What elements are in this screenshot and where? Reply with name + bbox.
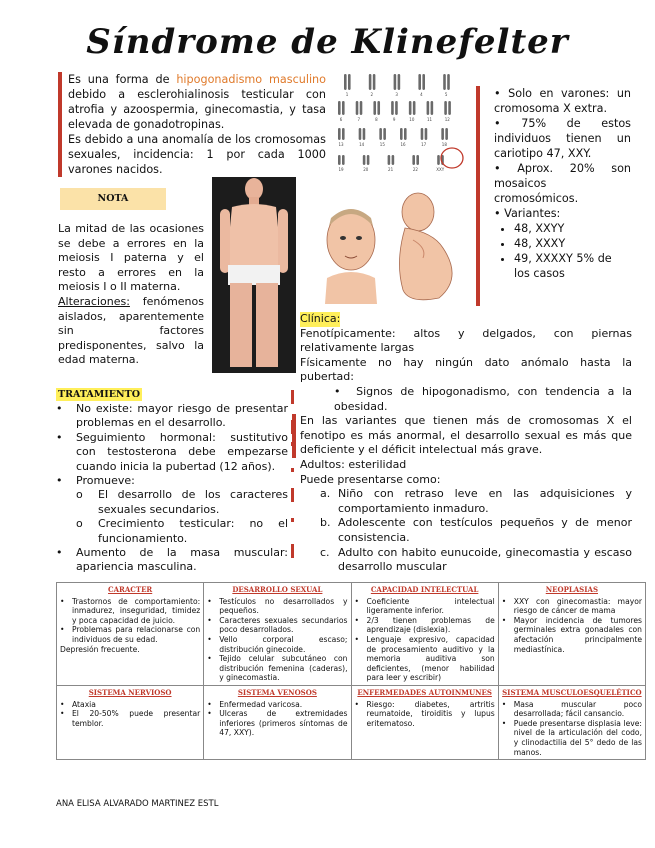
- chromosome-label: 11: [427, 117, 433, 122]
- cell-item: • Lenguaje expresivo, capacidad de procesamiento auditivo y la memoria auditiva son deficientes, (menor habilidad para leer y escribir): [354, 634, 495, 683]
- cell-item: • Masa muscular poco desarrollada; fácil cansancio.: [501, 699, 642, 719]
- table-cell: [498, 583, 645, 686]
- chromosome: [416, 155, 419, 165]
- chromosome: [398, 74, 401, 90]
- cell-item: • Vello corporal escaso; distribución ginecoide.: [207, 634, 348, 654]
- treatment-item: • Seguimiento hormonal: sustitutivo con testosterona debe empezarse cuando inicia la pubertad (12 años).: [56, 430, 288, 473]
- chromosome: [412, 155, 415, 165]
- treatment-subitem: o Crecimiento testicular: no el funcionamiento.: [76, 517, 288, 545]
- chromosome: [377, 101, 380, 115]
- karyotype-image: [330, 70, 470, 180]
- cell-extra: Depresión frecuente.: [60, 644, 140, 654]
- chromosome-label: 17: [421, 142, 427, 147]
- author-footer: ANA ELISA ALVARADO MARTINEZ ESTL: [56, 799, 219, 809]
- fact-item: • 75% de estos individuos tienen un cariotipo 47, XXY.: [494, 117, 632, 160]
- table-row: [57, 685, 646, 759]
- patient-photo: [212, 177, 296, 373]
- fact-item: • Solo en varones: un cromosoma X extra.: [494, 87, 631, 115]
- cell-item: • Problemas para relacionarse con individuos de su edad.: [60, 625, 201, 644]
- chromosome: [395, 101, 398, 115]
- chromosome-label: 5: [444, 92, 448, 97]
- fact-item: • Variantes:: [494, 207, 561, 220]
- features-table: [56, 582, 646, 760]
- chromosome: [363, 128, 366, 140]
- cell-header: SISTEMA MUSCULOESQUELÉTICO: [502, 687, 642, 697]
- cell-item: • El 20-50% puede presentar temblor.: [60, 709, 201, 728]
- facts-list: [476, 86, 631, 306]
- cell-item: • Trastornos de comportamiento: inmadurez, inseguridad, timidez y poca capacidad de juicio.: [60, 596, 201, 625]
- chromosome: [359, 128, 362, 140]
- chromosome-label: 10: [409, 117, 415, 122]
- karyotype-chromosomes: [338, 74, 451, 172]
- chromosome: [391, 101, 394, 115]
- chromosome: [388, 155, 391, 165]
- variant-item: • 48, XXYY: [514, 221, 631, 236]
- cell-item: • Ulceras de extremidades inferiores (primeros síntomas de 47, XXY).: [207, 709, 348, 738]
- chromosome: [369, 74, 372, 90]
- clinica-section: Clínica: Fenotípicamente: altos y delgados, con piernas relativamente largas Físicamente no hay ningún dato anómalo hasta la pubertad: • Signos de hipogonadismo, con tendencia a la obesidad. En las variantes que tienen más de cromosomas X el fenotipo es más anormal, el desarrollo sexual es más que deficiente y el déficit intelectual más grave. Adultos: esterilidad Puede presentarse como: a. Niño con retraso leve en las adquisiciones y comportamiento inmaduro. b. Adolescente con testículos pequeños y de menor consistencia. c. Adulto con habito eunucoide, ginecomastia y escaso desarrollo muscular: [300, 312, 632, 575]
- chromosome-label: 16: [400, 142, 406, 147]
- chromosome-label: XXY: [436, 167, 445, 172]
- chromosome-label: 1: [345, 92, 349, 97]
- chromosome: [383, 128, 386, 140]
- table-cell: [351, 685, 498, 759]
- chromosome: [425, 128, 428, 140]
- table-cell: [204, 583, 351, 686]
- chromosome: [338, 101, 341, 115]
- clinica-bullet: • Signos de hipogonadismo, con tendencia a la obesidad.: [334, 384, 633, 413]
- chromosome: [418, 74, 421, 90]
- chromosome: [437, 155, 440, 165]
- tratamiento-label: TRATAMIENTO: [58, 389, 140, 400]
- chromosome-label: 12: [444, 117, 450, 122]
- cell-header: CAPACIDAD INTELECTUAL: [370, 585, 479, 594]
- table-cell: [204, 685, 351, 759]
- chromosome: [356, 101, 359, 115]
- chromosome: [404, 128, 407, 140]
- chromosome-label: 3: [395, 92, 398, 97]
- treatment-subitem: o El desarrollo de los caracteres sexuales secundarios.: [76, 488, 288, 516]
- nota-text: La mitad de las ocasiones se debe a errores en la meiosis I paterna y el resto a errores en la meiosis I o II materna. Alteraciones: fenómenos aislados, aparentemente sin factores predisponentes, salvo la edad materna.: [58, 222, 204, 367]
- chromosome: [447, 74, 450, 90]
- chromosome: [394, 74, 397, 90]
- treatment-item: • Promueve:: [56, 474, 135, 488]
- chromosome-label: 18: [441, 142, 447, 147]
- chromosome: [413, 101, 416, 115]
- chromosome: [445, 128, 448, 140]
- clinica-label: Clínica:: [300, 312, 341, 325]
- cell-item: • Coeficiente intelectual ligeramente inferior.: [354, 596, 495, 616]
- chromosome: [373, 101, 376, 115]
- variant-item: • 49, XXXXY 5% de los casos: [514, 251, 631, 281]
- chromosome: [421, 128, 424, 140]
- chromosome: [342, 155, 345, 165]
- intro-paragraph-2: Es debido a una anomalía de los cromosomas sexuales, incidencia: 1 por cada 1000 varones nacidos.: [68, 133, 326, 176]
- table-cell: [351, 583, 498, 686]
- chromosome: [400, 128, 403, 140]
- cell-header: SISTEMA NERVIOSO: [88, 687, 172, 697]
- table-cell: [57, 685, 204, 759]
- red-divider-marks: [290, 380, 298, 560]
- intro-paragraph-1: Es una forma de hipogonadismo masculino debido a esclerohialinosis testicular con atrofia y azoospermia, ginecomastia, y tasa elevada de gonadotropinas.: [68, 73, 326, 131]
- chromosome: [379, 128, 382, 140]
- chromosome-label: 7: [357, 117, 360, 122]
- chromosome-label: 13: [338, 142, 344, 147]
- treatment-item: • Aumento de la masa muscular: apariencia masculina.: [56, 546, 288, 574]
- chromosome: [444, 101, 447, 115]
- chromosome: [409, 101, 412, 115]
- chromosome: [342, 128, 345, 140]
- table-row: [57, 583, 646, 686]
- chromosome: [373, 74, 376, 90]
- cell-header: DESARROLLO SEXUAL: [232, 585, 323, 594]
- cell-item: • 2/3 tienen problemas de aprendizaje (dislexia).: [354, 615, 495, 635]
- cell-item: • Caracteres sexuales secundarios poco desarrollados.: [207, 615, 348, 635]
- chromosome-label: 8: [375, 117, 378, 122]
- cell-item: • Enfermedad varicosa.: [207, 699, 303, 709]
- chromosome: [422, 74, 425, 90]
- variant-item: • 48, XXXY: [514, 236, 631, 251]
- cell-item: • XXY con ginecomastia: mayor riesgo de cáncer de mama: [501, 596, 642, 616]
- chromosome-label: 9: [392, 117, 396, 122]
- chromosome-label: 4: [420, 92, 423, 97]
- patient-illustration: [313, 182, 468, 304]
- chromosome: [427, 101, 430, 115]
- chromosome: [344, 74, 347, 90]
- chromosome-label: 6: [339, 117, 343, 122]
- cell-item: • Mayor incidencia de tumores germinales extra gonadales con afectación principalmente mediastínica.: [501, 615, 642, 654]
- cell-item: • Ataxia: [60, 699, 96, 709]
- cell-header: NEOPLASIAS: [545, 585, 598, 594]
- variants-list: [494, 221, 631, 281]
- chromosome: [338, 128, 341, 140]
- tratamiento-section: [56, 402, 288, 575]
- highlight-term: hipogonadismo masculino: [176, 73, 326, 86]
- alteraciones-label: Alteraciones:: [58, 294, 130, 308]
- cell-item: • Riesgo: diabetes, artritis reumatoide, tiroiditis y lupus eritematoso.: [354, 699, 495, 728]
- cell-item: • Testículos no desarrollados y pequeños.: [207, 596, 348, 616]
- cell-item: • Puede presentarse displasia leve: nivel de la articulación del codo, y clinodactilia del 5° dedo de las manos.: [501, 718, 642, 757]
- presentation-item: b. Adolescente con testículos pequeños y de menor consistencia.: [320, 516, 632, 544]
- presentation-item: c. Adulto con habito eunucoide, ginecomastia y escaso desarrollo muscular: [320, 545, 632, 574]
- chromosome: [360, 101, 363, 115]
- cell-header: SISTEMA VENOSOS: [237, 687, 317, 697]
- chromosome: [367, 155, 370, 165]
- chromosome-label: 2: [370, 92, 374, 97]
- chromosome-label: 20: [363, 167, 369, 172]
- presentation-item: a. Niño con retraso leve en las adquisiciones y comportamiento inmaduro.: [320, 487, 632, 515]
- chromosome: [342, 101, 345, 115]
- nota-label: NOTA: [60, 188, 166, 210]
- page-title: Síndrome de Klinefelter: [86, 22, 569, 62]
- chromosome-label: 19: [338, 167, 344, 172]
- chromosome: [448, 101, 451, 115]
- chromosome: [363, 155, 366, 165]
- intro-block: [58, 72, 326, 177]
- table-cell: [57, 583, 204, 686]
- chromosome: [431, 101, 434, 115]
- cell-header: CARACTER: [108, 585, 153, 594]
- cell-header: ENFERMEDADES AUTOINMUNES: [357, 687, 492, 697]
- chromosome-label: 21: [388, 167, 394, 172]
- treatment-item: • No existe: mayor riesgo de presentar problemas en el desarrollo.: [56, 402, 288, 430]
- chromosome: [443, 74, 446, 90]
- chromosome: [348, 74, 351, 90]
- chromosome-label: 15: [379, 142, 385, 147]
- fact-item: • Aprox. 20% son mosaicos cromosómicos.: [494, 162, 632, 205]
- chromosome: [338, 155, 341, 165]
- cell-item: • Tejido celular subcutáneo con distribución femenina (caderas), y ginecomastia.: [207, 654, 348, 683]
- chromosome-label: 14: [359, 142, 365, 147]
- chromosome: [441, 128, 444, 140]
- table-cell: [498, 685, 645, 759]
- chromosome: [392, 155, 395, 165]
- chromosome-label: 22: [412, 167, 418, 172]
- xxy-highlight-circle: [441, 148, 463, 168]
